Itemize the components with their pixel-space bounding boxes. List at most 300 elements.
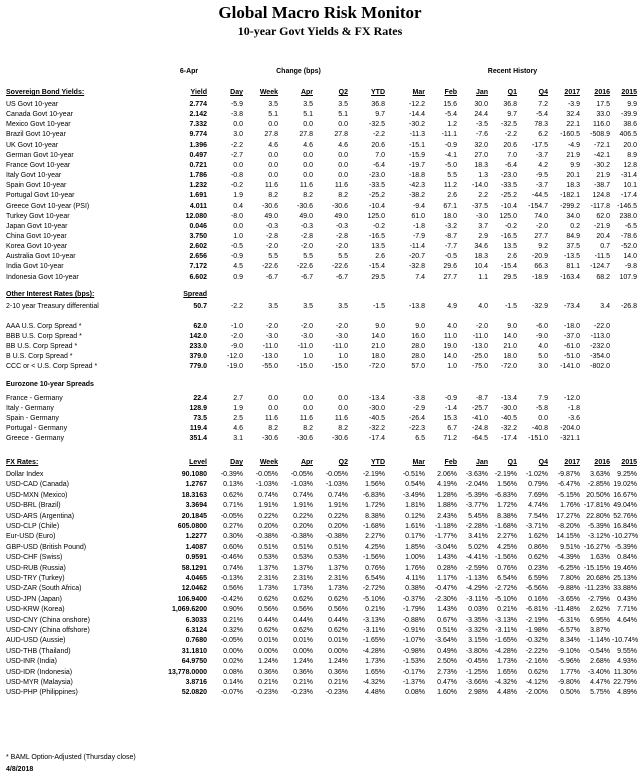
fx-value: 1.73%: [497, 658, 517, 666]
fx-value: 5.75%: [590, 689, 610, 697]
fx-value: -4.28%: [362, 647, 385, 655]
fx-value: 5.02%: [468, 543, 488, 551]
fx-value: 4.74%: [528, 502, 548, 510]
sovereign-value: -0.2: [372, 222, 385, 230]
sovereign-value: -7.6: [475, 131, 488, 139]
sovereign-value: 0.0: [338, 172, 348, 180]
sovereign-row-label: Australia Govt 10-year: [6, 253, 76, 261]
sovereign-value: -39.9: [621, 111, 637, 119]
fx-value: 0.74%: [328, 491, 348, 499]
change-group-header: Change (bps): [276, 68, 321, 75]
fx-value: 49.04%: [613, 502, 637, 510]
fx-row-label: USD-THB (Thailand): [6, 647, 71, 655]
sovereign-value: -0.2: [230, 182, 243, 190]
fx-value: 17.27%: [556, 512, 580, 520]
sovereign-value: 11.2: [443, 182, 457, 190]
fx-value: 1.65%: [497, 668, 517, 676]
sovereign-value: -11.3: [409, 131, 425, 139]
sovereign-value: -5.9: [230, 101, 243, 108]
other-rates-row: [0, 342, 640, 352]
fx-value: -0.05%: [220, 512, 243, 520]
fx-value: -9.10%: [557, 647, 580, 655]
fx-value: 6.59%: [528, 575, 548, 582]
other-rates-level-header: Spread: [183, 291, 207, 298]
euro-spread-value: 0.0: [303, 405, 313, 412]
column-header-2015: 2015: [621, 89, 637, 96]
euro-spread-value: -5.8: [535, 405, 548, 412]
fx-value: -1.56%: [494, 554, 517, 562]
fx-value: 0.51%: [328, 543, 348, 551]
other-rates-row-label: CCC or < U.S. Corp Spread *: [6, 363, 98, 370]
sovereign-value: 0.9: [233, 273, 243, 281]
sovereign-value: -20.9: [532, 253, 548, 261]
sovereign-level: 2.602: [189, 243, 207, 251]
fx-level: 3.8716: [185, 679, 207, 686]
fx-value: -0.91%: [402, 627, 425, 634]
history-group-header: Recent History: [487, 68, 538, 75]
sovereign-value: -5.4: [535, 111, 548, 119]
sovereign-value: 29.6: [443, 263, 457, 271]
fx-value: -3.04%: [434, 543, 457, 551]
other-rates-value: 3.0: [538, 363, 548, 370]
sovereign-value: -30.6: [332, 202, 348, 210]
fx-row: [0, 668, 640, 678]
fx-value: 0.32%: [223, 627, 243, 634]
sovereign-row: [0, 212, 640, 222]
euro-spread-value: -30.6: [262, 435, 278, 442]
sovereign-row-label: Portugal Govt 10-year: [6, 192, 75, 200]
euro-spread-value: -22.3: [409, 425, 425, 432]
fx-value: -5.10%: [362, 595, 385, 603]
fx-value: 33.88%: [613, 585, 637, 593]
fx-header-row: [0, 458, 640, 468]
fx-value: -2.72%: [494, 585, 517, 593]
other-rates-value: -11.0: [332, 343, 348, 350]
sovereign-value: -2.0: [265, 243, 278, 251]
fx-row: [0, 647, 640, 657]
fx-value: -0.39%: [220, 471, 243, 478]
fx-value: 7.71%: [617, 606, 637, 614]
column-header-q4: Q4: [538, 89, 548, 96]
column-header-mar: Mar: [412, 89, 425, 96]
euro-spread-value: 8.2: [303, 425, 313, 432]
sovereign-value: 9.7: [375, 111, 385, 119]
sovereign-row: [0, 171, 640, 181]
fx-value: -0.47%: [434, 585, 457, 593]
euro-spread-value: -40.5: [369, 415, 385, 422]
sovereign-value: -124.7: [590, 263, 610, 271]
euro-spread-value: 11.6: [299, 415, 313, 422]
sovereign-value: -6.7: [300, 273, 313, 281]
other-rates-row-label: B U.S. Corp Spread *: [6, 353, 73, 360]
euro-spread-value: 8.2: [338, 425, 348, 432]
sovereign-row-label: Spain Govt 10-year: [6, 182, 67, 190]
fx-value: 4.48%: [497, 689, 517, 697]
fx-level: 6.3124: [185, 627, 207, 634]
sovereign-value: -1.8: [412, 222, 425, 230]
fx-value: 0.56%: [328, 606, 348, 614]
fx-value: -1.65%: [362, 637, 385, 645]
other-rates-value: -18.0: [564, 323, 580, 330]
fx-value: -2.19%: [362, 471, 385, 478]
sovereign-value: 29.5: [371, 273, 385, 281]
sovereign-value: 0.0: [338, 161, 348, 169]
sovereign-value: -44.5: [532, 192, 548, 200]
sovereign-row-label: France Govt 10-year: [6, 161, 71, 169]
other-rates-value: 4.9: [447, 303, 457, 310]
fx-value: -15.15%: [583, 564, 610, 572]
fx-level: 6.3033: [185, 616, 207, 624]
other-rates-value: 1.0: [303, 353, 313, 360]
sovereign-value: -508.9: [590, 131, 610, 139]
fx-level: 31.1810: [181, 647, 207, 655]
fx-value: -1.68%: [362, 523, 385, 530]
sovereign-value: -20.7: [409, 253, 425, 261]
sovereign-row-label: UK Govt 10-year: [6, 141, 59, 149]
fx-value: -2.22%: [525, 647, 548, 655]
fx-value: -2.72%: [362, 585, 385, 593]
fx-row: [0, 678, 640, 688]
sovereign-row: [0, 191, 640, 201]
fx-value: 1.61%: [405, 523, 425, 530]
sovereign-value: -72.1: [594, 141, 610, 149]
sovereign-value: -30.2: [409, 121, 425, 129]
sovereign-value: 13.5: [503, 243, 517, 251]
fx-value: 8.38%: [497, 512, 517, 520]
other-rates-value: -15.0: [297, 363, 313, 370]
other-rates-value: -13.0: [262, 353, 278, 360]
other-rates-value: 21.0: [503, 343, 517, 350]
euro-spread-value: -24.8: [472, 425, 488, 432]
fx-value: -3.35%: [465, 616, 488, 624]
fx-value: -4.28%: [494, 647, 517, 655]
sovereign-level: 6.602: [189, 273, 207, 281]
other-rates-value: 11.0: [443, 333, 457, 340]
other-rates-row-label: BB U.S. Corp Spread *: [6, 343, 78, 350]
sovereign-value: -2.0: [335, 243, 348, 251]
sovereign-level: 2.656: [189, 253, 207, 261]
other-rates-value: -15.0: [332, 363, 348, 370]
euro-spread-value: -151.0: [528, 435, 548, 442]
sovereign-value: -37.5: [472, 202, 488, 210]
column-header-mar: Mar: [412, 459, 425, 466]
fx-value: -0.51%: [402, 471, 425, 478]
fx-value: 7.69%: [528, 491, 548, 499]
other-rates-value: -3.0: [300, 333, 313, 340]
other-rates-value: -25.0: [472, 353, 488, 360]
fx-value: -17.81%: [583, 502, 610, 510]
sovereign-value: 0.0: [233, 121, 243, 129]
fx-value: 0.14%: [223, 679, 243, 686]
euro-spread-value: 71.2: [443, 435, 457, 442]
sovereign-row: [0, 151, 640, 161]
euro-spread-value: -25.7: [472, 405, 488, 412]
sovereign-header-row: [0, 88, 640, 98]
fx-row: [0, 501, 640, 511]
fx-row: [0, 616, 640, 626]
fx-value: 11.30%: [613, 668, 637, 676]
fx-row-label: USD-KRW (Korea): [6, 606, 65, 614]
sovereign-value: -6.7: [335, 273, 348, 281]
fx-row: [0, 636, 640, 646]
sovereign-value: 27.8: [334, 131, 348, 139]
sovereign-value: 0.0: [303, 161, 313, 169]
fx-row-label: USD-MXN (Mexico): [6, 491, 68, 499]
sovereign-value: -6.4: [504, 161, 517, 169]
sovereign-row-label: China Govt 10-year: [6, 232, 67, 240]
sovereign-value: -0.8: [230, 172, 243, 180]
fx-row-label: USD-CLP (Chile): [6, 523, 60, 530]
sovereign-value: 0.0: [303, 151, 313, 159]
fx-value: -0.23%: [255, 689, 278, 697]
euro-spread-value: 4.6: [233, 425, 243, 432]
sovereign-value: -3.9: [567, 101, 580, 108]
fx-value: 2.31%: [328, 575, 348, 582]
fx-value: -5.96%: [557, 658, 580, 666]
sovereign-value: -0.3: [265, 222, 278, 230]
euro-spread-value: 2.5: [233, 415, 243, 422]
fx-value: -6.56%: [525, 585, 548, 593]
sovereign-row: [0, 222, 640, 232]
column-header-ytd: YTD: [371, 459, 385, 466]
sovereign-value: 0.0: [233, 222, 243, 230]
fx-value: 1.73%: [258, 585, 278, 593]
other-rates-value: 4.0: [538, 343, 548, 350]
sovereign-value: 49.0: [264, 212, 278, 220]
other-rates-value: 28.0: [411, 343, 425, 350]
sovereign-value: 33.0: [596, 111, 610, 119]
euro-spread-row-label: Greece - Germany: [6, 435, 64, 442]
other-rates-value: 9.0: [375, 323, 385, 330]
sovereign-value: 34.0: [566, 212, 580, 220]
fx-value: -4.12%: [525, 679, 548, 686]
fx-value: -11.23%: [584, 585, 610, 593]
sovereign-value: 107.9: [619, 273, 637, 281]
other-rates-value: 57.0: [411, 363, 425, 370]
fx-value: 1.73%: [328, 585, 348, 593]
fx-value: -3.77%: [465, 502, 488, 510]
fx-value: 0.02%: [223, 658, 243, 666]
fx-value: 0.60%: [223, 543, 243, 551]
fx-row: [0, 532, 640, 542]
sovereign-value: 13.5: [371, 243, 385, 251]
sovereign-level: 1.786: [189, 172, 207, 180]
sovereign-value: 78.3: [534, 121, 548, 129]
euro-spread-value: 0.0: [338, 395, 348, 402]
euro-spread-value: 3.1: [233, 435, 243, 442]
fx-value: -6.57%: [557, 627, 580, 634]
fx-value: -5.15%: [557, 491, 580, 499]
sovereign-value: 27.7: [443, 273, 457, 281]
sovereign-value: -2.8: [300, 232, 313, 240]
fx-row-label: USD-RUB (Russia): [6, 564, 66, 572]
other-rates-value: -73.4: [564, 303, 580, 310]
other-rates-value: -75.0: [472, 363, 488, 370]
fx-value: 0.51%: [293, 543, 313, 551]
other-rates-value: -72.0: [369, 363, 385, 370]
fx-value: 0.54%: [405, 481, 425, 489]
other-rates-value: -113.0: [590, 333, 610, 340]
other-rates-value: 18.0: [371, 353, 385, 360]
fx-level: 13,778.0000: [168, 668, 207, 676]
sovereign-value: 0.2: [570, 222, 580, 230]
sovereign-level: 7.172: [189, 263, 207, 271]
sovereign-value: 34.6: [474, 243, 488, 251]
fx-value: 1.65%: [365, 668, 385, 676]
sovereign-value: 66.3: [534, 263, 548, 271]
sovereign-value: -11.1: [441, 131, 457, 139]
fx-value: 0.00%: [328, 647, 348, 655]
fx-value: -0.45%: [465, 658, 488, 666]
report-date: 4/8/2018: [6, 766, 34, 773]
fx-value: 0.21%: [293, 679, 313, 686]
column-header-apr: Apr: [300, 459, 313, 466]
sovereign-row-label: Turkey Govt 10-year: [6, 212, 70, 220]
other-rates-row-label: BBB U.S. Corp Spread *: [6, 333, 82, 340]
euro-spread-value: 1.9: [233, 405, 243, 412]
fx-level: 1,069.6200: [171, 606, 207, 614]
fx-value: 0.47%: [437, 679, 457, 686]
sovereign-value: 1.1: [478, 273, 488, 281]
other-rates-value: -12.0: [227, 353, 243, 360]
sovereign-value: 67.1: [443, 202, 457, 210]
sovereign-row-label: Korea Govt 10-year: [6, 243, 68, 251]
fx-value: 0.28%: [437, 564, 457, 572]
fx-row: [0, 512, 640, 522]
sovereign-value: 21.9: [596, 172, 610, 180]
fx-row-label: USD-BRL (Brazil): [6, 502, 61, 510]
euro-spread-value: 11.6: [334, 415, 348, 422]
fx-value: -3.12%: [587, 533, 610, 541]
sovereign-value: -32.8: [409, 263, 425, 271]
other-rates-value: 3.5: [268, 303, 278, 310]
sovereign-value: 0.0: [303, 172, 313, 180]
fx-value: -0.17%: [402, 668, 425, 676]
sovereign-value: 14.0: [623, 253, 637, 261]
column-header-q1: Q1: [507, 89, 517, 96]
sovereign-value: -2.2: [372, 131, 385, 139]
column-header-2016: 2016: [594, 89, 610, 96]
euro-spread-value: -1.4: [444, 405, 457, 412]
fx-value: -0.23%: [325, 689, 348, 697]
euro-spread-row-label: Italy - Germany: [6, 405, 54, 412]
sovereign-value: 1.3: [478, 172, 488, 180]
fx-value: 0.71%: [223, 502, 243, 510]
other-rates-value: -72.0: [501, 363, 517, 370]
sovereign-value: 18.0: [443, 212, 457, 220]
sovereign-value: -182.1: [560, 192, 580, 200]
euro-spread-row: [0, 414, 640, 424]
other-rates-value: 1.0: [447, 363, 457, 370]
other-rates-level: 50.7: [193, 303, 207, 310]
other-rates-value: 19.0: [443, 343, 457, 350]
fx-value: -0.05%: [255, 471, 278, 478]
sovereign-value: -38.7: [594, 182, 610, 190]
sovereign-value: 10.4: [474, 263, 488, 271]
fx-value: 9.25%: [617, 471, 637, 478]
euro-spread-value: -32.2: [369, 425, 385, 432]
sovereign-value: 24.4: [474, 111, 488, 119]
fx-value: 0.20%: [258, 523, 278, 530]
sovereign-value: -23.0: [369, 172, 385, 180]
sovereign-value: 5.5: [338, 253, 348, 261]
fx-row-label: USD-MYR (Malaysia): [6, 679, 73, 686]
sovereign-value: -9.5: [535, 172, 548, 180]
column-header-2017: 2017: [564, 459, 580, 466]
other-rates-value: -9.0: [535, 333, 548, 340]
sovereign-value: 0.0: [303, 121, 313, 129]
fx-value: 1.17%: [437, 575, 457, 582]
fx-value: 0.62%: [293, 595, 313, 603]
fx-level: 0.9591: [185, 554, 207, 562]
column-header-q2: Q2: [338, 459, 348, 466]
fx-value: 2.43%: [437, 512, 457, 520]
other-rates-value: -26.8: [621, 303, 637, 310]
sovereign-value: -52.0: [621, 243, 637, 251]
fx-value: -1.02%: [525, 471, 548, 478]
other-rates-level: 379.0: [189, 353, 207, 360]
sovereign-value: 2.6: [507, 253, 517, 261]
sovereign-value: 8.2: [338, 192, 348, 200]
euro-spreads-title-row: [0, 380, 640, 390]
sovereign-value: 4.6: [338, 141, 348, 149]
fx-value: 0.00%: [223, 647, 243, 655]
fx-value: 1.72%: [497, 502, 517, 510]
fx-title: FX Rates:: [6, 459, 39, 466]
sovereign-value: -18.9: [532, 273, 548, 281]
sovereign-value: -3.5: [475, 121, 488, 129]
other-rates-row: [0, 362, 640, 372]
fx-value: 1.88%: [437, 502, 457, 510]
euro-spread-value: -40.5: [501, 415, 517, 422]
column-header-q1: Q1: [507, 459, 517, 466]
sovereign-value: 20.0: [623, 141, 637, 149]
sovereign-level: 2.142: [189, 111, 207, 119]
sovereign-value: -7.7: [444, 243, 457, 251]
fx-value: 0.62%: [328, 627, 348, 634]
sovereign-value: -0.5: [444, 253, 457, 261]
fx-row: [0, 480, 640, 490]
column-header-2015: 2015: [621, 459, 637, 466]
euro-spread-value: -13.4: [501, 395, 517, 402]
fx-value: -3.49%: [402, 491, 425, 499]
fx-value: 1.24%: [258, 658, 278, 666]
other-rates-value: -3.0: [335, 333, 348, 340]
euro-spread-value: -26.4: [409, 415, 425, 422]
other-rates-value: -22.0: [594, 323, 610, 330]
euro-spread-value: -0.9: [444, 395, 457, 402]
fx-value: 0.36%: [293, 668, 313, 676]
sovereign-value: 27.0: [474, 151, 488, 159]
sovereign-value: 32.0: [474, 141, 488, 149]
other-rates-row: [0, 352, 640, 362]
fx-value: -1.18%: [434, 523, 457, 530]
sovereign-value: 0.0: [338, 121, 348, 129]
fx-value: 0.62%: [223, 491, 243, 499]
sovereign-value: -4.9: [567, 141, 580, 149]
sovereign-level: 3.750: [189, 232, 207, 240]
sovereign-value: -42.3: [409, 182, 425, 190]
fx-value: 19.02%: [613, 481, 637, 489]
fx-value: -6.81%: [525, 606, 548, 614]
other-rates-value: 5.0: [538, 353, 548, 360]
fx-row-label: USD-ARS (Argentina): [6, 512, 75, 520]
fx-value: 9.55%: [617, 647, 637, 655]
fx-row: [0, 574, 640, 584]
other-rates-value: 16.0: [411, 333, 425, 340]
sovereign-level-header: Yield: [190, 89, 207, 96]
sovereign-value: 7.0: [507, 151, 517, 159]
